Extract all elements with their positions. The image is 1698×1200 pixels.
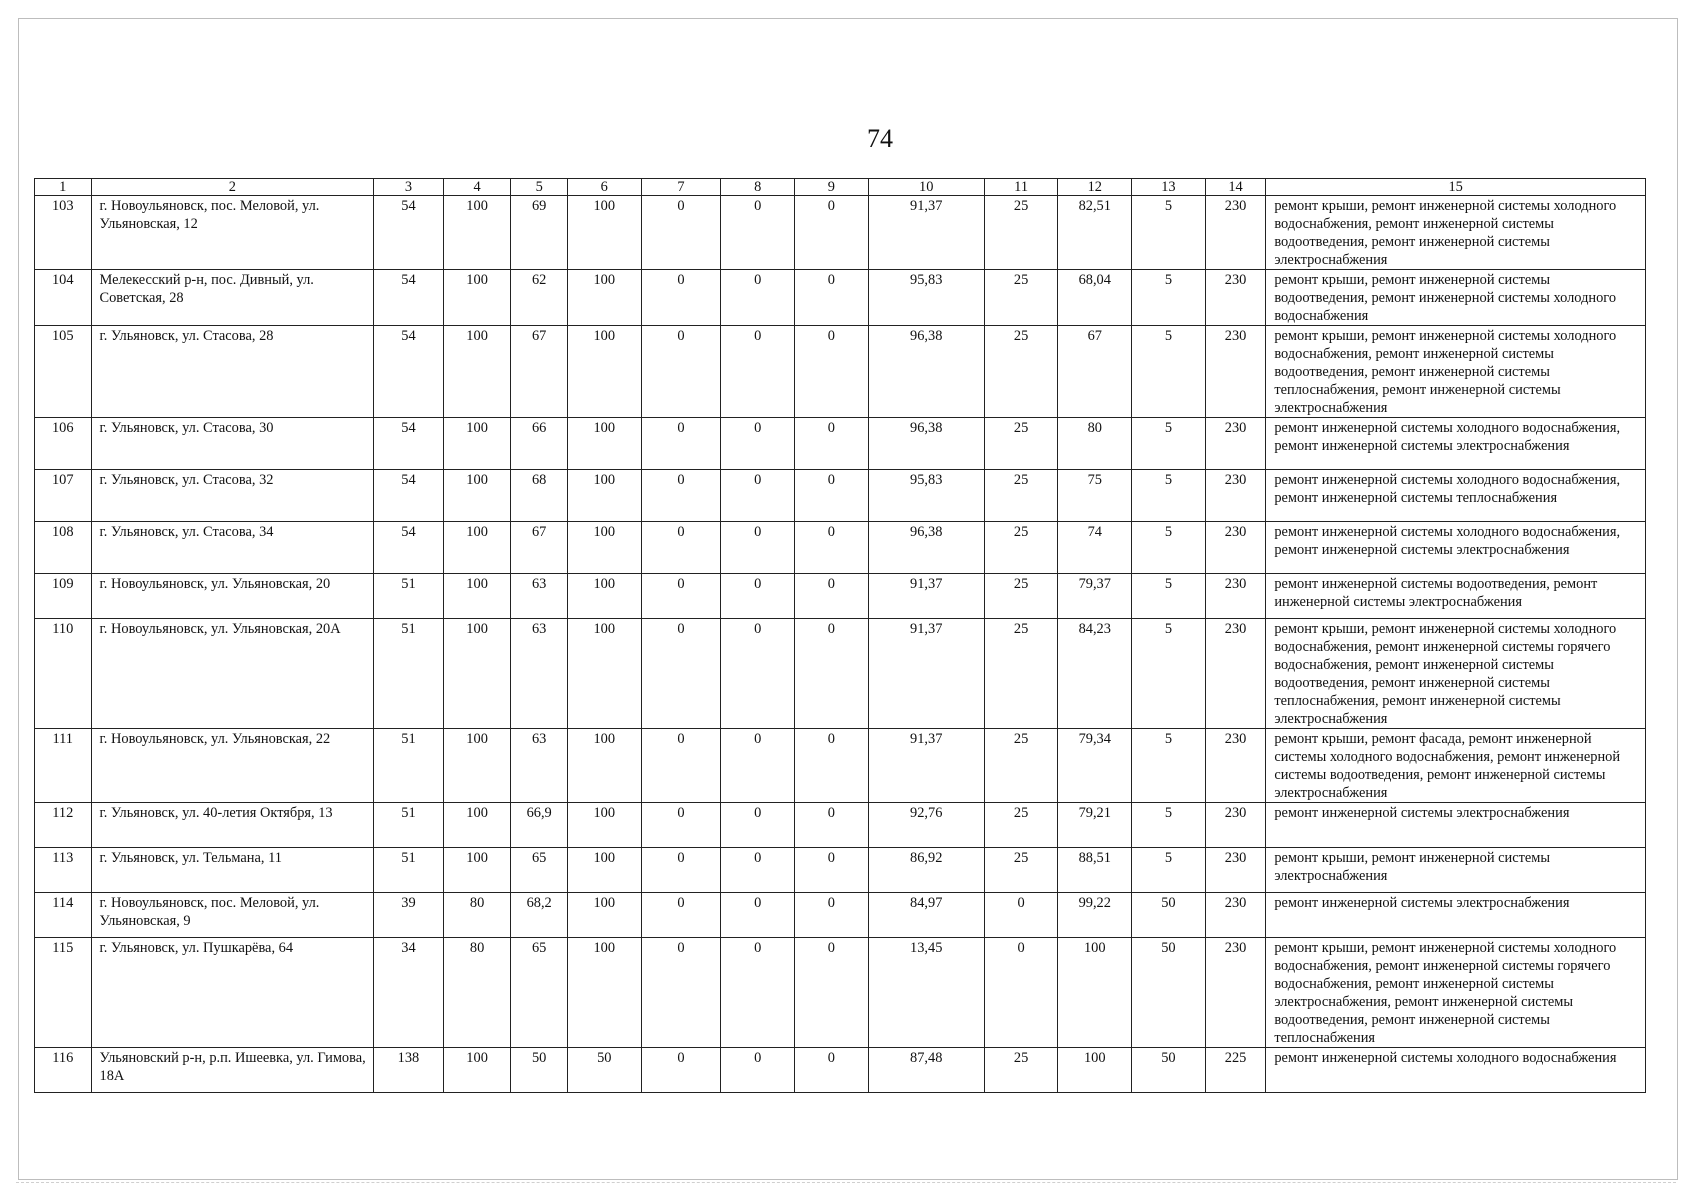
col-5-cell: 67	[511, 326, 568, 418]
row-number-cell: 112	[35, 803, 92, 848]
col-3-cell: 51	[374, 729, 444, 803]
col-13-cell: 5	[1132, 574, 1206, 619]
col-11-cell: 0	[984, 938, 1058, 1048]
col-6-cell: 100	[567, 522, 641, 574]
col-8-cell: 0	[721, 803, 795, 848]
repair-works-cell: ремонт инженерной системы водоотведения, ремонт инженерной системы электроснабжения	[1266, 574, 1646, 619]
col-8-cell: 0	[721, 1048, 795, 1093]
col-9-cell: 0	[795, 326, 869, 418]
col-8-cell: 0	[721, 729, 795, 803]
col-3-cell: 138	[374, 1048, 444, 1093]
repair-works-cell: ремонт инженерной системы электроснабжения	[1266, 803, 1646, 848]
col-3-cell: 54	[374, 522, 444, 574]
col-9-cell: 0	[795, 729, 869, 803]
col-7-cell: 0	[641, 1048, 721, 1093]
repair-works-cell: ремонт инженерной системы холодного водоснабжения, ремонт инженерной системы электроснабжения	[1266, 418, 1646, 470]
col-8-cell: 0	[721, 326, 795, 418]
col-10-cell: 92,76	[868, 803, 984, 848]
header-cell: 14	[1205, 179, 1266, 196]
row-number-cell: 106	[35, 418, 92, 470]
header-cell: 12	[1058, 179, 1132, 196]
col-5-cell: 68,2	[511, 893, 568, 938]
col-13-cell: 5	[1132, 619, 1206, 729]
col-14-cell: 230	[1205, 574, 1266, 619]
col-3-cell: 34	[374, 938, 444, 1048]
col-13-cell: 5	[1132, 803, 1206, 848]
col-5-cell: 68	[511, 470, 568, 522]
col-3-cell: 54	[374, 270, 444, 326]
col-5-cell: 63	[511, 574, 568, 619]
col-10-cell: 95,83	[868, 270, 984, 326]
address-cell: г. Новоульяновск, пос. Меловой, ул. Ульяновская, 12	[91, 196, 374, 270]
address-cell: г. Новоульяновск, пос. Меловой, ул. Ульяновская, 9	[91, 893, 374, 938]
col-6-cell: 100	[567, 270, 641, 326]
table-row	[35, 803, 1646, 848]
col-12-cell: 88,51	[1058, 848, 1132, 893]
col-14-cell: 230	[1205, 803, 1266, 848]
col-5-cell: 63	[511, 619, 568, 729]
repair-register-table	[34, 178, 1646, 1093]
header-row	[35, 179, 1646, 196]
col-10-cell: 84,97	[868, 893, 984, 938]
col-13-cell: 50	[1132, 893, 1206, 938]
col-5-cell: 65	[511, 848, 568, 893]
col-6-cell: 100	[567, 729, 641, 803]
col-10-cell: 96,38	[868, 326, 984, 418]
col-11-cell: 25	[984, 470, 1058, 522]
col-11-cell: 25	[984, 619, 1058, 729]
table-row	[35, 729, 1646, 803]
col-9-cell: 0	[795, 196, 869, 270]
col-4-cell: 100	[443, 470, 511, 522]
col-11-cell: 25	[984, 729, 1058, 803]
col-14-cell: 230	[1205, 326, 1266, 418]
header-cell: 13	[1132, 179, 1206, 196]
table-row	[35, 470, 1646, 522]
col-6-cell: 100	[567, 470, 641, 522]
header-cell: 8	[721, 179, 795, 196]
col-3-cell: 51	[374, 848, 444, 893]
header-cell: 10	[868, 179, 984, 196]
col-11-cell: 25	[984, 1048, 1058, 1093]
address-cell: г. Ульяновск, ул. Тельмана, 11	[91, 848, 374, 893]
row-number-cell: 114	[35, 893, 92, 938]
col-6-cell: 100	[567, 196, 641, 270]
col-4-cell: 100	[443, 1048, 511, 1093]
header-cell: 3	[374, 179, 444, 196]
col-10-cell: 91,37	[868, 619, 984, 729]
col-4-cell: 100	[443, 574, 511, 619]
row-number-cell: 105	[35, 326, 92, 418]
col-13-cell: 50	[1132, 1048, 1206, 1093]
col-12-cell: 100	[1058, 1048, 1132, 1093]
col-8-cell: 0	[721, 196, 795, 270]
address-cell: Ульяновский р-н, р.п. Ишеевка, ул. Гимова, 18А	[91, 1048, 374, 1093]
repair-works-cell: ремонт инженерной системы холодного водоснабжения, ремонт инженерной системы теплоснабжения	[1266, 470, 1646, 522]
col-7-cell: 0	[641, 893, 721, 938]
row-number-cell: 116	[35, 1048, 92, 1093]
col-13-cell: 5	[1132, 196, 1206, 270]
col-7-cell: 0	[641, 848, 721, 893]
col-12-cell: 75	[1058, 470, 1132, 522]
col-11-cell: 25	[984, 326, 1058, 418]
col-8-cell: 0	[721, 270, 795, 326]
col-3-cell: 51	[374, 619, 444, 729]
col-12-cell: 100	[1058, 938, 1132, 1048]
col-7-cell: 0	[641, 470, 721, 522]
col-4-cell: 100	[443, 270, 511, 326]
row-number-cell: 103	[35, 196, 92, 270]
header-cell: 7	[641, 179, 721, 196]
col-8-cell: 0	[721, 470, 795, 522]
col-13-cell: 5	[1132, 326, 1206, 418]
col-7-cell: 0	[641, 196, 721, 270]
col-12-cell: 99,22	[1058, 893, 1132, 938]
col-11-cell: 25	[984, 803, 1058, 848]
col-11-cell: 25	[984, 196, 1058, 270]
col-11-cell: 25	[984, 848, 1058, 893]
col-13-cell: 5	[1132, 470, 1206, 522]
col-12-cell: 68,04	[1058, 270, 1132, 326]
col-5-cell: 66	[511, 418, 568, 470]
address-cell: г. Ульяновск, ул. Стасова, 28	[91, 326, 374, 418]
col-9-cell: 0	[795, 574, 869, 619]
col-7-cell: 0	[641, 326, 721, 418]
col-3-cell: 54	[374, 326, 444, 418]
page-number: 74	[867, 124, 893, 153]
col-10-cell: 91,37	[868, 574, 984, 619]
col-12-cell: 79,37	[1058, 574, 1132, 619]
header-cell: 2	[91, 179, 374, 196]
col-10-cell: 87,48	[868, 1048, 984, 1093]
col-7-cell: 0	[641, 729, 721, 803]
col-9-cell: 0	[795, 470, 869, 522]
table-row	[35, 522, 1646, 574]
col-14-cell: 230	[1205, 522, 1266, 574]
scan-artifact-line	[16, 1182, 1676, 1183]
header-cell: 11	[984, 179, 1058, 196]
header-cell: 1	[35, 179, 92, 196]
col-10-cell: 96,38	[868, 522, 984, 574]
col-5-cell: 66,9	[511, 803, 568, 848]
repair-works-cell: ремонт инженерной системы электроснабжения	[1266, 893, 1646, 938]
col-7-cell: 0	[641, 619, 721, 729]
col-11-cell: 0	[984, 893, 1058, 938]
col-8-cell: 0	[721, 574, 795, 619]
col-6-cell: 100	[567, 848, 641, 893]
repair-works-cell: ремонт крыши, ремонт инженерной системы холодного водоснабжения, ремонт инженерной системы горячего водоснабжения, ремонт инженерной системы электроснабжения, ремонт инженерной системы водоотведения, ремонт инженерной системы теплоснабжения	[1266, 938, 1646, 1048]
row-number-cell: 115	[35, 938, 92, 1048]
repair-works-cell: ремонт крыши, ремонт инженерной системы холодного водоснабжения, ремонт инженерной системы водоотведения, ремонт инженерной системы теплоснабжения, ремонт инженерной системы электроснабжения	[1266, 326, 1646, 418]
col-5-cell: 62	[511, 270, 568, 326]
row-number-cell: 104	[35, 270, 92, 326]
col-4-cell: 100	[443, 619, 511, 729]
col-9-cell: 0	[795, 848, 869, 893]
col-10-cell: 91,37	[868, 196, 984, 270]
col-4-cell: 100	[443, 196, 511, 270]
table-row	[35, 893, 1646, 938]
col-4-cell: 100	[443, 326, 511, 418]
header-cell: 9	[795, 179, 869, 196]
col-3-cell: 39	[374, 893, 444, 938]
col-14-cell: 225	[1205, 1048, 1266, 1093]
col-12-cell: 67	[1058, 326, 1132, 418]
col-9-cell: 0	[795, 418, 869, 470]
repair-works-cell: ремонт крыши, ремонт инженерной системы водоотведения, ремонт инженерной системы холодного водоснабжения	[1266, 270, 1646, 326]
address-cell: г. Ульяновск, ул. Стасова, 30	[91, 418, 374, 470]
col-6-cell: 100	[567, 326, 641, 418]
col-14-cell: 230	[1205, 270, 1266, 326]
col-14-cell: 230	[1205, 619, 1266, 729]
col-10-cell: 95,83	[868, 470, 984, 522]
address-cell: г. Ульяновск, ул. Стасова, 34	[91, 522, 374, 574]
col-3-cell: 51	[374, 803, 444, 848]
col-11-cell: 25	[984, 574, 1058, 619]
col-7-cell: 0	[641, 574, 721, 619]
header-cell: 4	[443, 179, 511, 196]
col-9-cell: 0	[795, 522, 869, 574]
repair-works-cell: ремонт крыши, ремонт инженерной системы холодного водоснабжения, ремонт инженерной системы водоотведения, ремонт инженерной системы электроснабжения	[1266, 196, 1646, 270]
col-14-cell: 230	[1205, 470, 1266, 522]
repair-works-cell: ремонт инженерной системы холодного водоснабжения, ремонт инженерной системы электроснабжения	[1266, 522, 1646, 574]
col-6-cell: 100	[567, 619, 641, 729]
address-cell: г. Ульяновск, ул. 40-летия Октября, 13	[91, 803, 374, 848]
header-cell: 6	[567, 179, 641, 196]
col-10-cell: 91,37	[868, 729, 984, 803]
repair-works-cell: ремонт крыши, ремонт инженерной системы электроснабжения	[1266, 848, 1646, 893]
col-14-cell: 230	[1205, 938, 1266, 1048]
col-5-cell: 67	[511, 522, 568, 574]
col-13-cell: 5	[1132, 270, 1206, 326]
col-3-cell: 54	[374, 418, 444, 470]
row-number-cell: 108	[35, 522, 92, 574]
col-12-cell: 80	[1058, 418, 1132, 470]
col-11-cell: 25	[984, 418, 1058, 470]
table-row	[35, 326, 1646, 418]
col-12-cell: 79,21	[1058, 803, 1132, 848]
col-14-cell: 230	[1205, 848, 1266, 893]
col-7-cell: 0	[641, 418, 721, 470]
col-6-cell: 100	[567, 418, 641, 470]
col-4-cell: 80	[443, 893, 511, 938]
col-13-cell: 5	[1132, 522, 1206, 574]
address-cell: г. Ульяновск, ул. Стасова, 32	[91, 470, 374, 522]
table-row	[35, 1048, 1646, 1093]
col-4-cell: 100	[443, 729, 511, 803]
col-6-cell: 100	[567, 893, 641, 938]
col-13-cell: 5	[1132, 418, 1206, 470]
col-9-cell: 0	[795, 893, 869, 938]
col-8-cell: 0	[721, 893, 795, 938]
col-10-cell: 96,38	[868, 418, 984, 470]
col-5-cell: 65	[511, 938, 568, 1048]
col-12-cell: 82,51	[1058, 196, 1132, 270]
table-row	[35, 270, 1646, 326]
col-14-cell: 230	[1205, 729, 1266, 803]
col-7-cell: 0	[641, 522, 721, 574]
col-5-cell: 63	[511, 729, 568, 803]
col-8-cell: 0	[721, 418, 795, 470]
address-cell: г. Новоульяновск, ул. Ульяновская, 20А	[91, 619, 374, 729]
col-12-cell: 79,34	[1058, 729, 1132, 803]
col-4-cell: 80	[443, 938, 511, 1048]
col-8-cell: 0	[721, 619, 795, 729]
address-cell: г. Ульяновск, ул. Пушкарёва, 64	[91, 938, 374, 1048]
col-7-cell: 0	[641, 938, 721, 1048]
col-7-cell: 0	[641, 803, 721, 848]
header-cell: 15	[1266, 179, 1646, 196]
col-14-cell: 230	[1205, 418, 1266, 470]
header-cell: 5	[511, 179, 568, 196]
address-cell: г. Новоульяновск, ул. Ульяновская, 20	[91, 574, 374, 619]
table-row	[35, 418, 1646, 470]
address-cell: Мелекесский р-н, пос. Дивный, ул. Советская, 28	[91, 270, 374, 326]
col-3-cell: 51	[374, 574, 444, 619]
col-9-cell: 0	[795, 938, 869, 1048]
col-10-cell: 13,45	[868, 938, 984, 1048]
col-13-cell: 5	[1132, 729, 1206, 803]
col-12-cell: 74	[1058, 522, 1132, 574]
col-9-cell: 0	[795, 803, 869, 848]
col-12-cell: 84,23	[1058, 619, 1132, 729]
col-6-cell: 50	[567, 1048, 641, 1093]
col-10-cell: 86,92	[868, 848, 984, 893]
col-7-cell: 0	[641, 270, 721, 326]
col-13-cell: 5	[1132, 848, 1206, 893]
col-5-cell: 50	[511, 1048, 568, 1093]
col-6-cell: 100	[567, 574, 641, 619]
table-row	[35, 848, 1646, 893]
table-row	[35, 574, 1646, 619]
col-3-cell: 54	[374, 470, 444, 522]
row-number-cell: 109	[35, 574, 92, 619]
col-9-cell: 0	[795, 270, 869, 326]
repair-works-cell: ремонт инженерной системы холодного водоснабжения	[1266, 1048, 1646, 1093]
col-8-cell: 0	[721, 848, 795, 893]
table-body	[35, 179, 1646, 1093]
col-13-cell: 50	[1132, 938, 1206, 1048]
col-4-cell: 100	[443, 848, 511, 893]
col-8-cell: 0	[721, 522, 795, 574]
col-4-cell: 100	[443, 418, 511, 470]
row-number-cell: 111	[35, 729, 92, 803]
row-number-cell: 113	[35, 848, 92, 893]
repair-works-cell: ремонт крыши, ремонт инженерной системы холодного водоснабжения, ремонт инженерной системы горячего водоснабжения, ремонт инженерной системы водоотведения, ремонт инженерной системы теплоснабжения, ремонт инженерной системы электроснабжения	[1266, 619, 1646, 729]
table-row	[35, 196, 1646, 270]
col-9-cell: 0	[795, 619, 869, 729]
col-4-cell: 100	[443, 522, 511, 574]
address-cell: г. Новоульяновск, ул. Ульяновская, 22	[91, 729, 374, 803]
repair-works-cell: ремонт крыши, ремонт фасада, ремонт инженерной системы холодного водоснабжения, ремонт инженерной системы водоотведения, ремонт инженерной системы электроснабжения	[1266, 729, 1646, 803]
col-14-cell: 230	[1205, 893, 1266, 938]
col-3-cell: 54	[374, 196, 444, 270]
col-6-cell: 100	[567, 938, 641, 1048]
col-4-cell: 100	[443, 803, 511, 848]
col-6-cell: 100	[567, 803, 641, 848]
col-5-cell: 69	[511, 196, 568, 270]
table-row	[35, 619, 1646, 729]
col-11-cell: 25	[984, 522, 1058, 574]
row-number-cell: 110	[35, 619, 92, 729]
row-number-cell: 107	[35, 470, 92, 522]
col-8-cell: 0	[721, 938, 795, 1048]
col-9-cell: 0	[795, 1048, 869, 1093]
col-14-cell: 230	[1205, 196, 1266, 270]
col-11-cell: 25	[984, 270, 1058, 326]
table-row	[35, 938, 1646, 1048]
